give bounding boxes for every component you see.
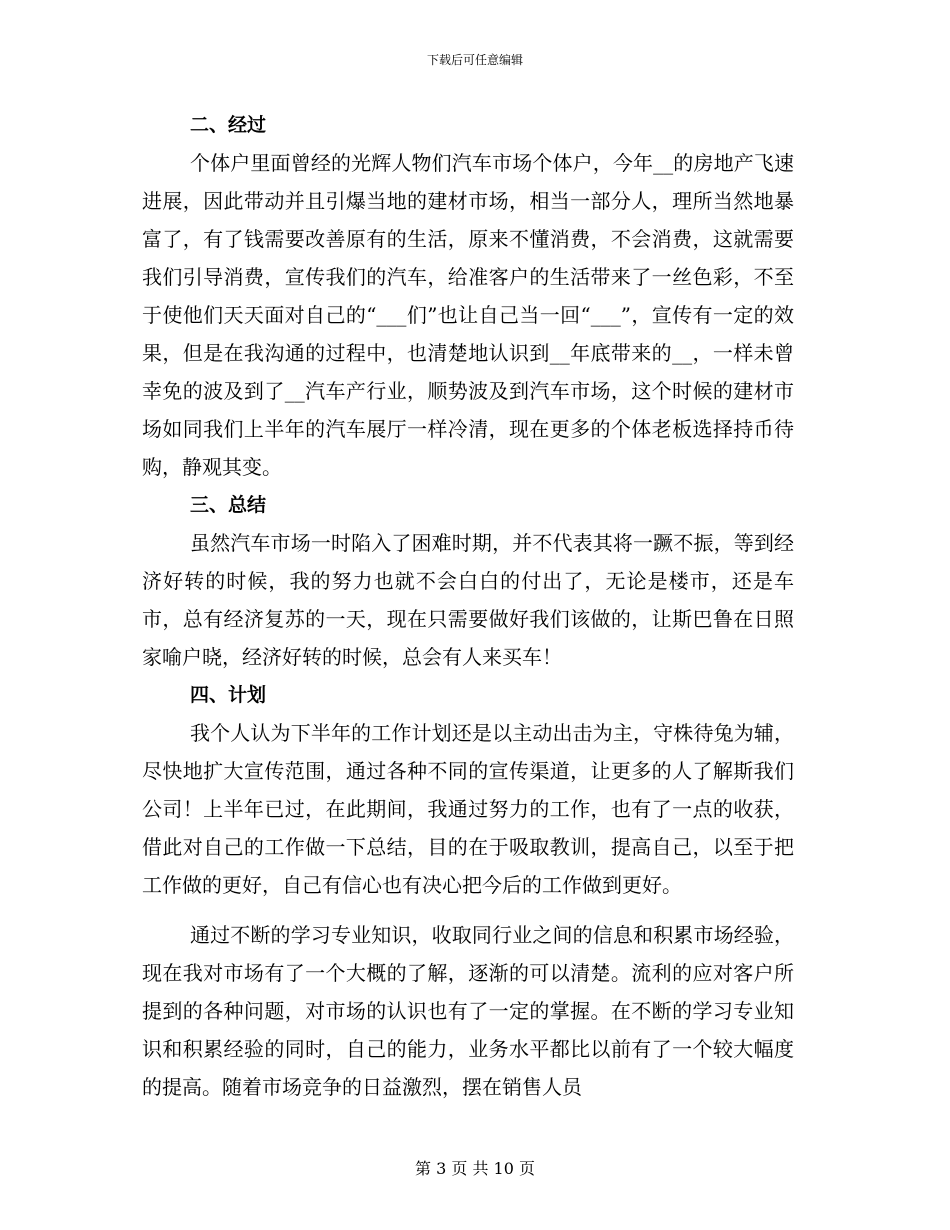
section-heading-summary: 三、总结 [190, 494, 267, 516]
document-body [142, 106, 794, 1106]
section-heading-plan: 四、计划 [190, 684, 267, 706]
paragraph-plan-2: 通过不断的学习专业知识，收取同行业之间的信息和积累市场经验，现在我对市场有了一个大概的了解，逐渐的可以清楚。流利的应对客户所提到的各种问题，对市场的认识也有了一定的掌握。在不断的学习专业知识和积累经验的同时，自己的能力，业务水平都比以前有了一个较大幅度的提高。随着市场竞争的日益激烈，摆在销售人员 [142, 923, 794, 1099]
page-header: 下载后可任意编辑 [426, 53, 523, 67]
paragraph-process: 个体户里面曾经的光辉人物们汽车市场个体户，今年__的房地产飞速进展，因此带动并且引爆当地的建材市场，相当一部分人，理所当然地暴富了，有了钱需要改善原有的生活，原来不懂消费，不会消费，这就需要我们引导消费，宣传我们的汽车，给准客户的生活带来了一丝色彩，不至于使他们天天面对自己的“___们”也让自己当一回“___”，宣传有一定的效果，但是在我沟通的过程中，也清楚地认识到__年底带来的__，一样未曾幸免的波及到了__汽车产行业，顺势波及到汽车市场，这个时候的建材市场如同我们上半年的汽车展厅一样冷清，现在更多的个体老板选择持币待购，静观其变。 [142, 151, 794, 479]
paragraph-plan-1: 我个人认为下半年的工作计划还是以主动出击为主，守株待兔为辅，尽快地扩大宣传范围，通过各种不同的宣传渠道，让更多的人了解斯我们公司！上半年已过，在此期间，我通过努力的工作，也有了一点的收获，借此对自己的工作做一下总结，目的在于吸取教训，提高自己，以至于把工作做的更好，自己有信心也有决心把今后的工作做到更好。 [142, 721, 794, 897]
section-heading-process: 二、经过 [190, 114, 267, 136]
page-number: 第 3 页 共 10 页 [415, 1159, 535, 1178]
paragraph-summary: 虽然汽车市场一时陷入了困难时期，并不代表其将一蹶不振，等到经济好转的时候，我的努力也就不会白白的付出了，无论是楼市，还是车市，总有经济复苏的一天，现在只需要做好我们该做的，让斯巴鲁在日照家喻户晓，经济好转的时候，总会有人来买车！ [142, 531, 794, 669]
